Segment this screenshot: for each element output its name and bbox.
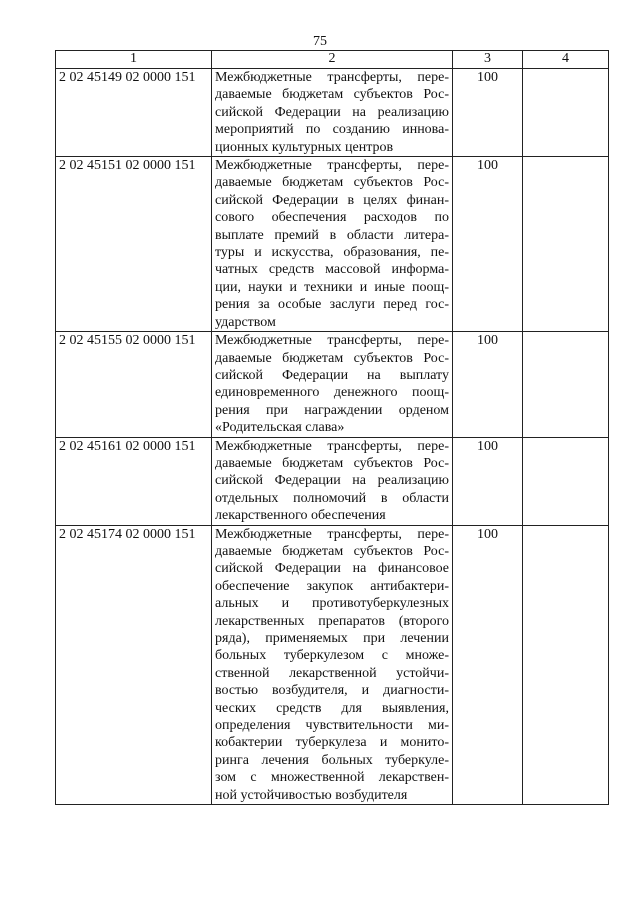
description-cell <box>212 69 453 157</box>
description-cell <box>212 525 453 805</box>
column-header-4: 4 <box>523 51 609 69</box>
description-line: лекарственных препаратов (второго <box>215 613 449 629</box>
description-line: Межбюджетные трансферты, пере- <box>215 438 449 454</box>
amount-cell: 100 <box>453 157 523 332</box>
column-4-cell <box>523 157 609 332</box>
table-row <box>56 437 609 525</box>
description-line: Межбюджетные трансферты, пере- <box>215 70 449 85</box>
description-line: ственной лекарственной устойчи- <box>215 665 449 681</box>
description-line: Межбюджетные трансферты, пере- <box>215 158 449 174</box>
budget-code-cell: 2 02 45151 02 0000 151 <box>56 157 212 332</box>
amount-cell: 100 <box>453 437 523 525</box>
table-row <box>56 69 609 157</box>
column-4-cell <box>523 69 609 157</box>
budget-table <box>55 50 609 805</box>
description-line: туры и искусства, образования, пе- <box>215 245 449 261</box>
table-row <box>56 157 609 332</box>
table-row <box>56 525 609 805</box>
description-line: ции, науки и техники и иные поощ- <box>215 279 449 295</box>
amount-cell: 100 <box>453 525 523 805</box>
budget-code-cell: 2 02 45155 02 0000 151 <box>56 332 212 437</box>
budget-code-cell: 2 02 45161 02 0000 151 <box>56 437 212 525</box>
description-line: даваемые бюджетам субъектов Рос- <box>215 350 449 366</box>
page-number: 75 <box>313 34 327 49</box>
description-line: даваемые бюджетам субъектов Рос- <box>215 543 449 559</box>
description-line: зом с множественной лекарствен- <box>215 770 449 786</box>
description-line: сийской Федерации на финансовое <box>215 561 449 577</box>
column-header-2: 2 <box>212 51 453 69</box>
description-line: ринга лечения больных туберкуле- <box>215 752 449 768</box>
table-body <box>56 69 609 805</box>
table-header-row <box>56 51 609 69</box>
description-line: сийской Федерации на выплату <box>215 367 449 383</box>
column-4-cell <box>523 437 609 525</box>
description-line: ческих средств для выявления, <box>215 700 449 716</box>
amount-cell: 100 <box>453 332 523 437</box>
description-line: определения чувствительности ми- <box>215 718 449 734</box>
description-line: ной устойчивостью возбудителя <box>215 787 408 803</box>
description-line: отдельных полномочий в области <box>215 490 449 506</box>
budget-code-cell: 2 02 45174 02 0000 151 <box>56 525 212 805</box>
column-header-1: 1 <box>56 51 212 69</box>
description-line: единовременного денежного поощ- <box>215 385 449 401</box>
description-line: даваемые бюджетам субъектов Рос- <box>215 175 449 191</box>
description-cell <box>212 157 453 332</box>
column-4-cell <box>523 332 609 437</box>
description-line: ционных культурных центров <box>215 139 394 155</box>
description-line: сийской Федерации в целях финан- <box>215 192 449 208</box>
description-cell <box>212 437 453 525</box>
column-4-cell <box>523 525 609 805</box>
description-line: лекарственного обеспечения <box>215 508 386 524</box>
description-line: альных и противотуберкулезных <box>215 596 449 612</box>
description-line: рения при награждении орденом <box>215 402 449 418</box>
description-line: сийской Федерации на реализацию <box>215 104 449 120</box>
description-line: обеспечение закупок антибактери- <box>215 578 449 594</box>
amount-cell: 100 <box>453 69 523 157</box>
description-line: «Родительская слава» <box>215 420 345 436</box>
description-cell <box>212 332 453 437</box>
description-line: ряда), применяемых при лечении <box>215 631 449 646</box>
description-line: выплате премий в области литера- <box>215 227 449 243</box>
description-line: даваемые бюджетам субъектов Рос- <box>215 455 449 471</box>
description-line: даваемые бюджетам субъектов Рос- <box>215 87 449 103</box>
description-line: больных туберкулезом с множе- <box>215 648 449 664</box>
description-line: Межбюджетные трансферты, пере- <box>215 333 449 349</box>
description-line: чатных средств массовой информа- <box>215 262 449 278</box>
description-line: мероприятий по созданию иннова- <box>215 122 449 138</box>
description-line: сового обеспечения расходов по <box>215 210 449 226</box>
description-line: сийской Федерации на реализацию <box>215 473 449 489</box>
column-header-3: 3 <box>453 51 523 69</box>
description-line: рения за особые заслуги перед гос- <box>215 297 449 313</box>
description-line: ударством <box>215 314 276 330</box>
table-row <box>56 332 609 437</box>
budget-code-cell: 2 02 45149 02 0000 151 <box>56 69 212 157</box>
description-line: кобактерии туберкулеза и монито- <box>215 735 449 751</box>
description-line: Межбюджетные трансферты, пере- <box>215 526 449 542</box>
description-line: востью возбудителя, и диагности- <box>215 683 449 699</box>
